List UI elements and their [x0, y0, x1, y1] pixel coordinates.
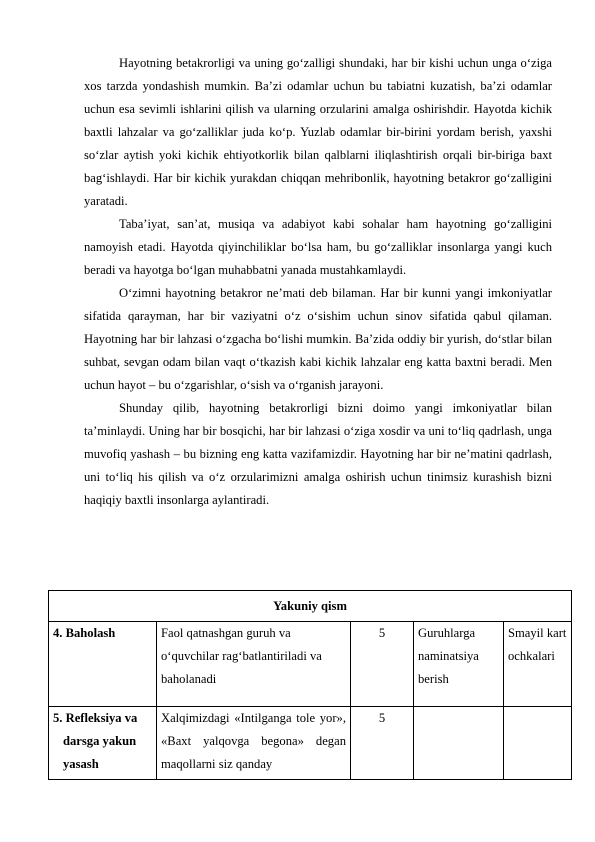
activity-description-cell: Xalqimizdagi «Intilganga tole yor», «Baxt yalqovga begona» degan maqollarni siz qanday — [157, 707, 351, 780]
section-title: Yakuniy qism — [49, 591, 572, 622]
activity-description-cell: Faol qatnashgan guruh va o‘quvchilar rag‘batlantiriladi va baholanadi — [157, 622, 351, 707]
paragraph-2: Taba’iyat, san’at, musiqa va adabiyot kabi sohalar ham hayotning go‘zalligini namoyish etadi. Hayotda qiyinchiliklar bo‘lsa ham, bu go‘zalliklar insonlarga yangi kuch beradi va hayotga bo‘lgan muhabbatni yanada mustahkamlaydi. — [84, 217, 552, 277]
paragraph-1: Hayotning betakrorligi va uning go‘zalligi shundaki, har bir kishi uchun unga o‘ziga xos tarzda yondashish mumkin. Ba’zi odamlar uchun bu tabiatni kuzatish, ba’zi odamlar uchun esa sevimli ishlarini qilish va ularning orzularini amalga oshirishdir. Hayotda kichik baxtli lahzalar va go‘zalliklar juda ko‘p. Yuzlab odamlar bir-birini yordam berish, yaxshi so‘zlar aytish yoki kichik ehtiyotkorlik bilan qalblarni iliqlashtirish orqali bir-biriga baxt bag‘ishlaydi. Har bir kichik yurakdan chiqqan mehribonlik, hayotning betakror go‘zalligini yaratadi. — [84, 56, 552, 208]
minutes-cell: 5 — [351, 707, 414, 780]
table-section-header-row — [49, 591, 572, 622]
paragraph-3: O‘zimni hayotning betakror ne’mati deb bilaman. Har bir kunni yangi imkoniyatlar sifatida qarayman, har bir vaziyatni o‘z o‘sishim uchun sinov sifatida qabul qilaman. Hayotning har bir lahzasi o‘zgacha bo‘lishi mumkin. Ba’zida oddiy bir yurish, do‘stlar bilan suhbat, sevgan odam bilan vaqt o‘tkazish kabi kichik lahzalar eng katta baxtni beradi. Men uchun hayot – bu o‘zgarishlar, o‘sish va o‘rganish jarayoni. — [84, 286, 552, 392]
lesson-plan-table — [48, 590, 572, 780]
paragraph-4: Shunday qilib, hayotning betakrorligi bizni doimo yangi imkoniyatlar bilan ta’minlaydi. Uning har bir bosqichi, har bir lahzasi o‘ziga xosdir va uni to‘liq qadrlash, unga muvofiq yashash – bu bizning eng katta vazifamizdir. Hayotning har bir ne’matini qadrlash, uni to‘liq his qilish va o‘z orzularimizni amalga oshirish uchun tinimsiz kurashish bizni haqiqiy baxtli insonlarga aylantiradi. — [84, 401, 552, 507]
method-cell: Guruhlarga naminatsiya berish — [414, 622, 504, 707]
stage-cell — [49, 707, 157, 780]
materials-cell — [504, 707, 572, 780]
table-row — [49, 622, 572, 707]
table-row — [49, 707, 572, 780]
stage-label-cont: darsga yakun — [63, 734, 137, 748]
materials-cell: Smayil kartochkalari — [504, 622, 572, 707]
stage-label: 4. Baholash — [53, 626, 116, 640]
stage-cell — [49, 622, 157, 707]
stage-label: 5. Refleksiya va — [53, 711, 138, 725]
minutes-cell: 5 — [351, 622, 414, 707]
stage-label-cont: yasash — [63, 757, 99, 771]
method-cell — [414, 707, 504, 780]
essay-body — [84, 52, 552, 512]
